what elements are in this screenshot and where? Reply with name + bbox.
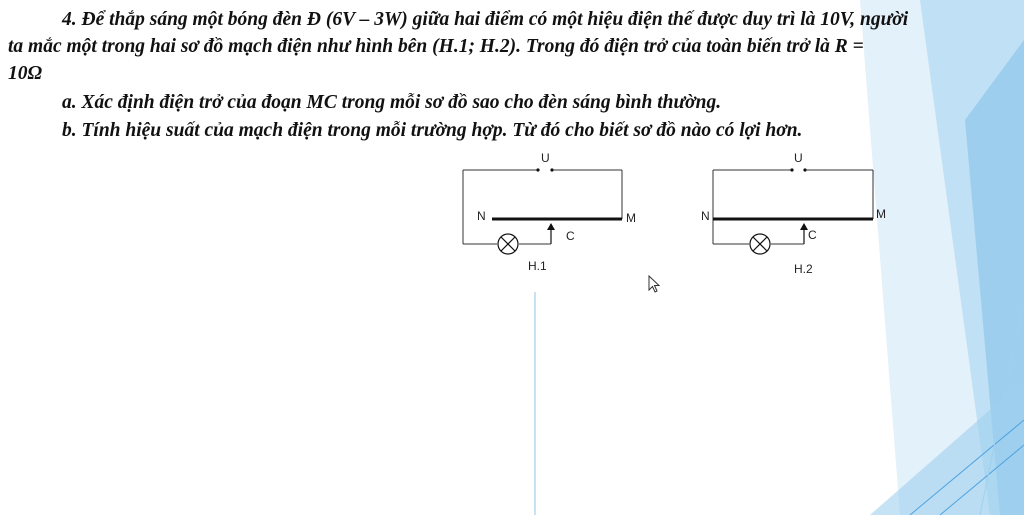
figure-label-h2: H.2 bbox=[794, 262, 813, 276]
label-c: C bbox=[808, 228, 817, 242]
label-u: U bbox=[541, 151, 550, 165]
terminal-left bbox=[536, 168, 539, 171]
problem-line-2: ta mắc một trong hai sơ đồ mạch điện như hình bên (H.1; H.2). Trong đó điện trở của toàn biến trở là R = bbox=[8, 36, 864, 57]
label-m: M bbox=[626, 211, 636, 225]
question-part-a: a. Xác định điện trở của đoạn MC trong mỗi sơ đồ sao cho đèn sáng bình thường. bbox=[62, 92, 722, 113]
mouse-pointer-icon bbox=[648, 275, 662, 295]
problem-line-1: 4. Để thắp sáng một bóng đèn Đ (6V – 3W) giữa hai điểm có một hiệu điện thế được duy trì là 10V, người bbox=[62, 9, 909, 30]
label-n: N bbox=[477, 209, 486, 223]
label-u: U bbox=[794, 151, 803, 165]
circuit-diagram-h1 bbox=[450, 140, 650, 280]
terminal-left bbox=[790, 168, 793, 171]
lamp-icon bbox=[750, 234, 770, 254]
slider-arrow-icon bbox=[800, 223, 808, 230]
lamp-icon bbox=[498, 234, 518, 254]
label-c: C bbox=[566, 229, 575, 243]
problem-line-3: 10Ω bbox=[8, 63, 43, 84]
question-part-b: b. Tính hiệu suất của mạch điện trong mỗi trường hợp. Từ đó cho biết sơ đồ nào có lợi hơn. bbox=[62, 120, 803, 141]
figure-label-h1: H.1 bbox=[528, 259, 547, 273]
slider-arrow-icon bbox=[547, 223, 555, 230]
label-m: M bbox=[876, 207, 886, 221]
label-n: N bbox=[701, 209, 710, 223]
circuit-diagram-h2 bbox=[700, 140, 900, 280]
